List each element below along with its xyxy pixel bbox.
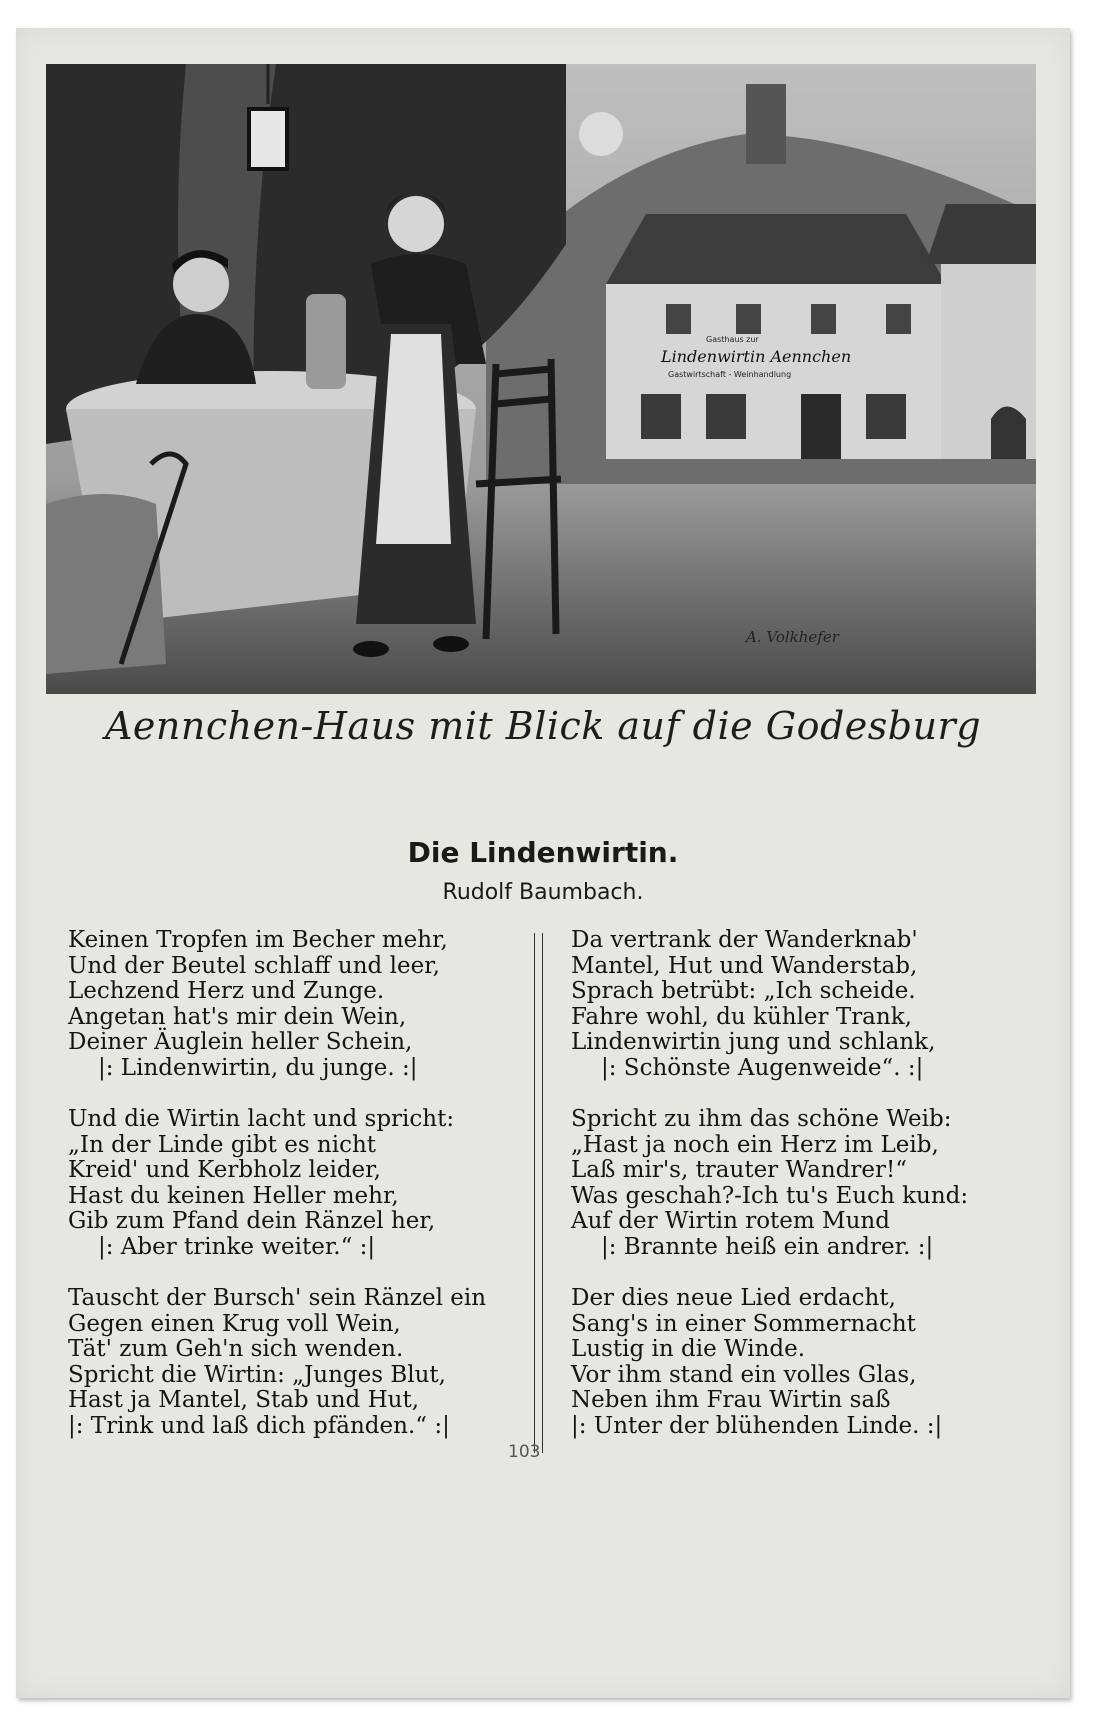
refrain-line: |: Unter der blühenden Linde. :| xyxy=(571,1412,943,1439)
verse-line: Sprach betrübt: „Ich scheide. xyxy=(571,978,916,1004)
refrain-line: |: Lindenwirtin, du junge. :| xyxy=(98,1054,418,1081)
page-number: 103 xyxy=(508,1442,541,1462)
stanza xyxy=(68,1286,538,1439)
verse-line: Fahre wohl, du kühler Trank, xyxy=(571,1003,912,1030)
inn-sign-line-1: Gasthaus zur xyxy=(706,335,759,344)
verse-line: Der dies neue Lied erdacht, xyxy=(571,1285,896,1311)
stanza xyxy=(571,1107,1041,1260)
verse-line: Deiner Äuglein heller Schein, xyxy=(68,1029,413,1055)
refrain-line: |: Trink und laß dich pfänden.“ :| xyxy=(68,1412,450,1439)
verse-line: Tauscht der Bursch' sein Ränzel ein xyxy=(68,1285,487,1311)
illustration xyxy=(46,64,1036,694)
picture-caption: Aennchen-Haus mit Blick auf die Godesburg xyxy=(104,704,982,748)
song-title: Die Lindenwirtin. xyxy=(407,836,679,869)
verse-line: Gib zum Pfand dein Ränzel her, xyxy=(68,1208,436,1234)
verse-line: Und die Wirtin lacht und spricht: xyxy=(68,1106,455,1132)
refrain-line: |: Schönste Augenweide“. :| xyxy=(601,1054,924,1081)
verse-line: Vor ihm stand ein volles Glas, xyxy=(571,1361,917,1388)
column-divider xyxy=(534,933,543,1453)
verse-line: Tät' zum Geh'n sich wenden. xyxy=(68,1336,404,1362)
castle-tower xyxy=(746,84,786,164)
verse-line: Da vertrank der Wanderknab' xyxy=(571,927,918,953)
verse-line: Gegen einen Krug voll Wein, xyxy=(68,1310,401,1337)
verse-line: „In der Linde gibt es nicht xyxy=(68,1131,377,1158)
verse-line: Sang's in einer Sommernacht xyxy=(571,1310,916,1337)
verse-line: Kreid' und Kerbholz leider, xyxy=(68,1157,381,1183)
verse-line: „Hast ja noch ein Herz im Leib, xyxy=(571,1131,939,1158)
refrain-line: |: Aber trinke weiter.“ :| xyxy=(98,1233,376,1260)
postcard xyxy=(16,28,1070,1698)
illustration-drawing xyxy=(46,64,1036,694)
verse-line: Keinen Tropfen im Becher mehr, xyxy=(68,927,448,953)
right-column xyxy=(571,928,1041,1465)
song-author: Rudolf Baumbach. xyxy=(442,880,644,905)
refrain-line: |: Brannte heiß ein andrer. :| xyxy=(601,1233,934,1260)
wine-jug xyxy=(306,294,346,389)
left-column xyxy=(68,927,541,1465)
verse-line: Spricht zu ihm das schöne Weib: xyxy=(571,1106,952,1132)
moon xyxy=(579,112,623,156)
verse-line: Lechzend Herz und Zunge. xyxy=(68,978,385,1004)
verse-line: Was geschah?-Ich tu's Euch kund: xyxy=(571,1182,969,1209)
verse-line: Laß mir's, trauter Wandrer!“ xyxy=(571,1157,907,1183)
stanza xyxy=(68,928,538,1081)
stanza xyxy=(571,928,1041,1081)
verse-line: Und der Beutel schlaff und leer, xyxy=(68,952,440,979)
verse-line: Lustig in die Winde. xyxy=(571,1336,806,1362)
inn-building xyxy=(606,204,1036,459)
inn-sign-line-2: Lindenwirtin Aennchen xyxy=(661,347,852,366)
verse-line: Spricht die Wirtin: „Junges Blut, xyxy=(68,1361,446,1388)
stanza xyxy=(571,1286,1041,1439)
stanza xyxy=(68,1107,538,1260)
verse-line: Hast du keinen Heller mehr, xyxy=(68,1182,399,1209)
verse-line: Lindenwirtin jung und schlank, xyxy=(571,1029,936,1055)
verse-line: Angetan hat's mir dein Wein, xyxy=(68,1003,407,1030)
verse-line: Neben ihm Frau Wirtin saß xyxy=(571,1387,891,1413)
verse-line: Auf der Wirtin rotem Mund xyxy=(571,1208,890,1234)
verse-line: Hast ja Mantel, Stab und Hut, xyxy=(68,1387,420,1413)
inn-sign-line-3: Gastwirtschaft - Weinhandlung xyxy=(668,370,792,379)
verse-line: Mantel, Hut und Wanderstab, xyxy=(571,952,918,979)
artist-signature: A. Volkhefer xyxy=(746,628,839,646)
